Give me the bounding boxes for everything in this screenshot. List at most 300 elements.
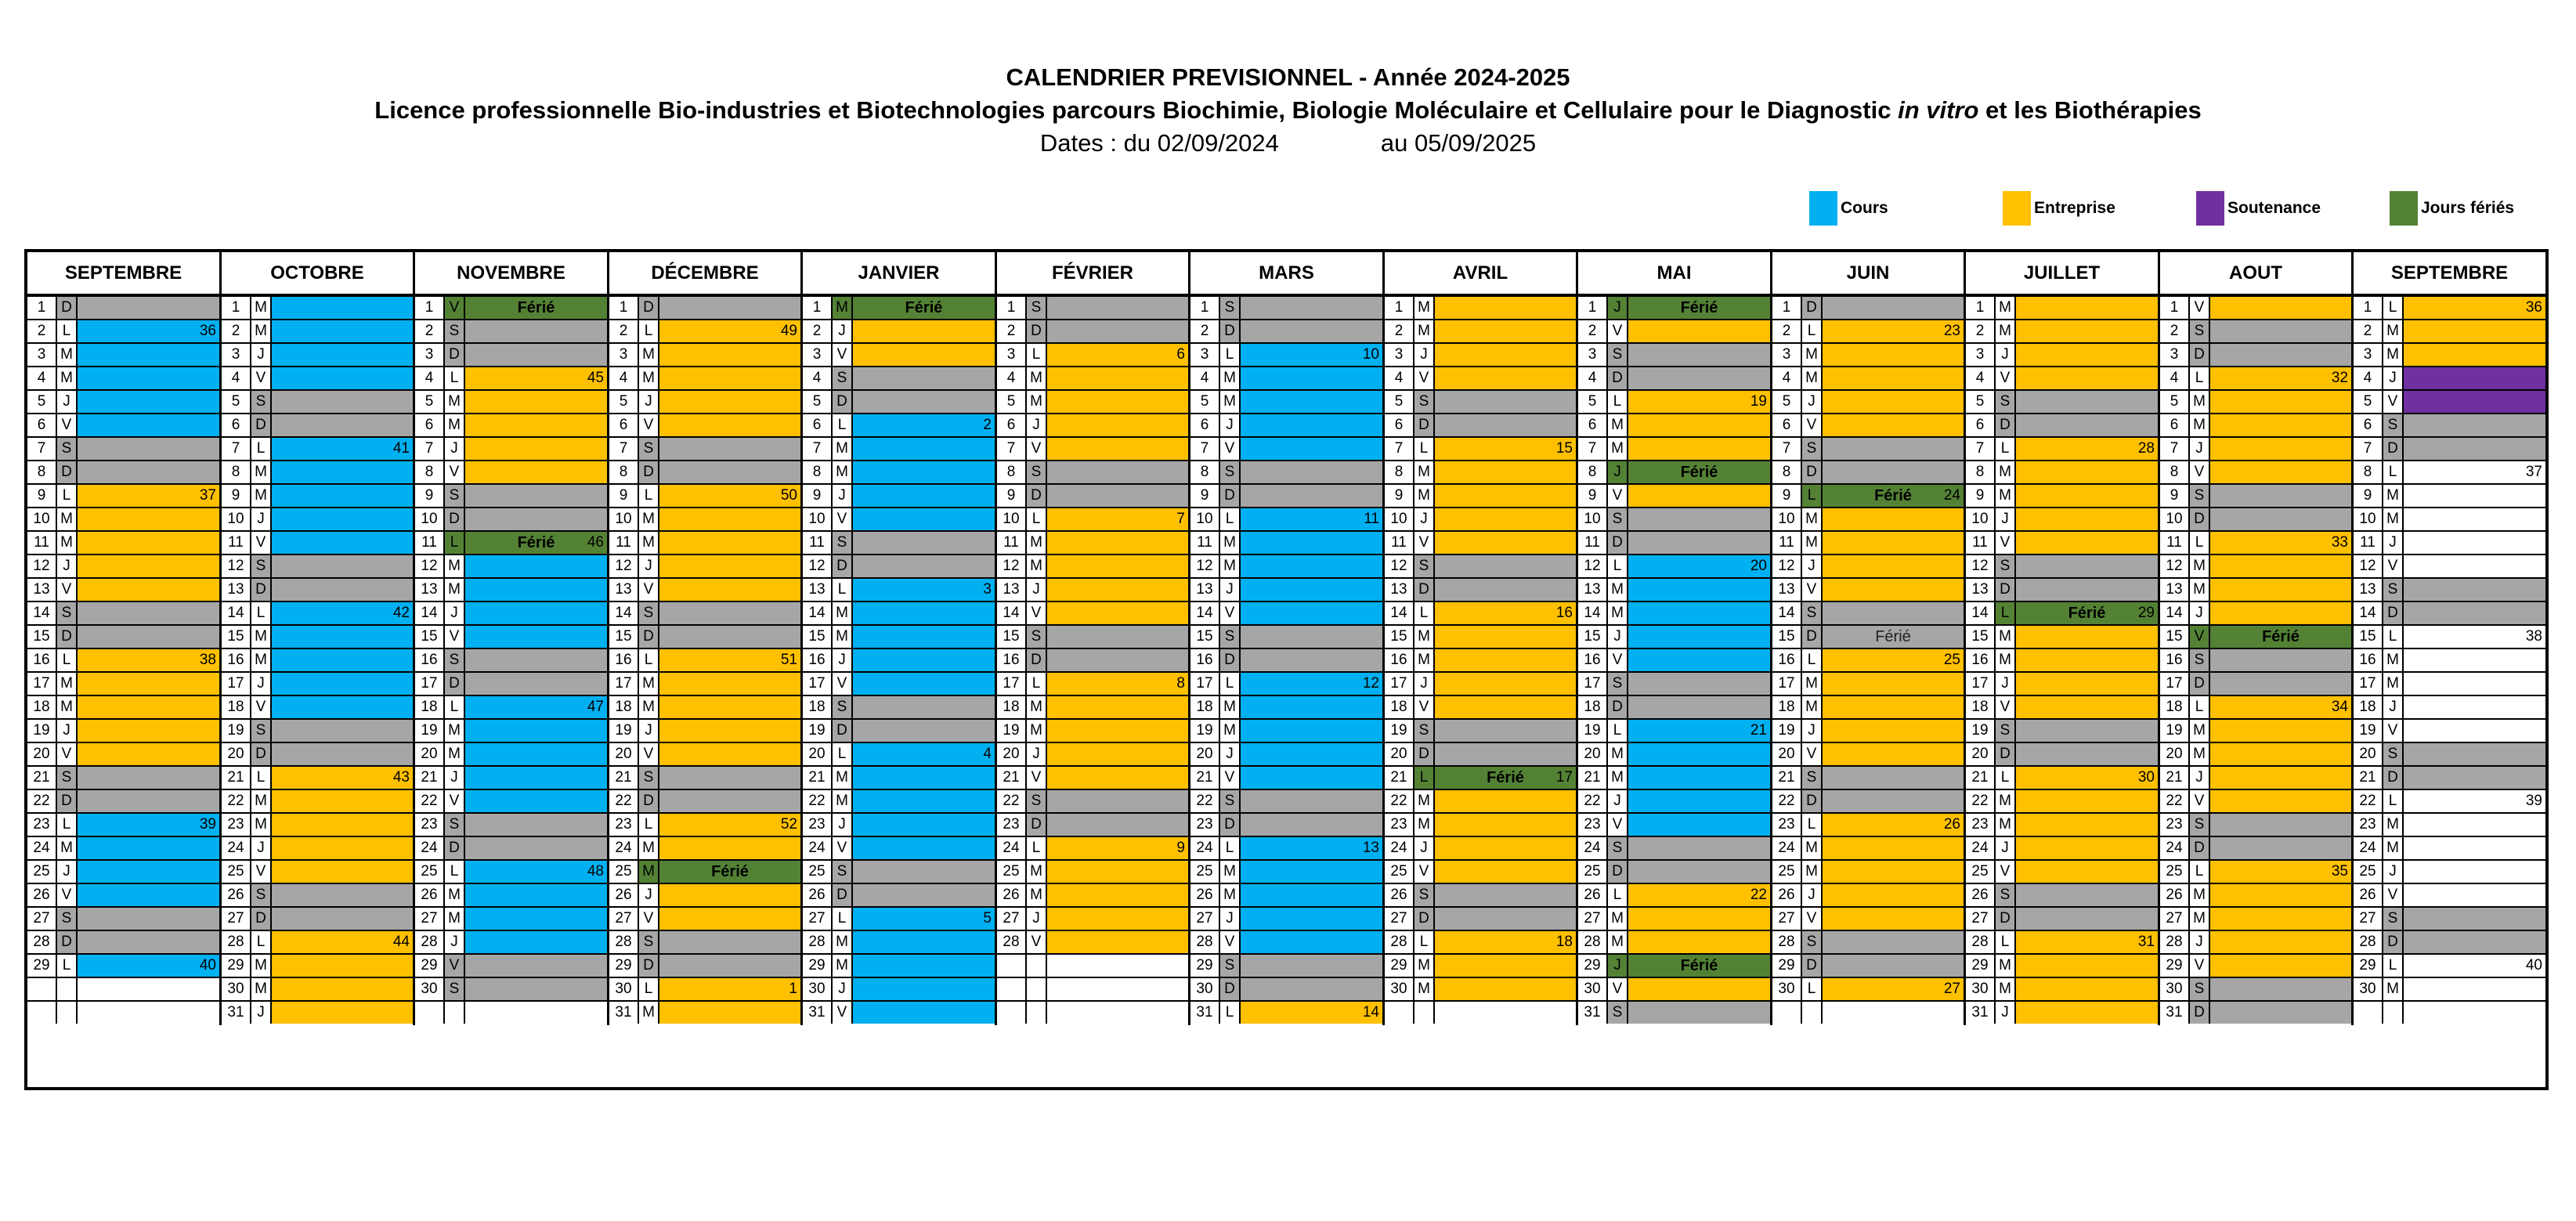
week-number: 15 xyxy=(1555,440,1573,457)
weekday-letter: M xyxy=(1608,438,1628,460)
day-status-bar xyxy=(853,626,995,648)
day-row xyxy=(1578,884,1770,908)
day-number: 5 xyxy=(2354,391,2383,413)
weekday-letter: M xyxy=(1608,767,1628,789)
day-number: 7 xyxy=(1190,438,1220,460)
day-status-bar xyxy=(1241,297,1382,319)
day-status-bar xyxy=(2016,673,2158,695)
day-number: 8 xyxy=(609,461,639,483)
day-status-bar xyxy=(2016,814,2158,836)
day-row xyxy=(1385,743,1576,767)
day-row xyxy=(1385,649,1576,673)
day-row xyxy=(1190,790,1382,814)
weekday-letter: S xyxy=(1608,344,1628,366)
day-number xyxy=(997,978,1027,1000)
weekday-letter: D xyxy=(1608,532,1628,554)
day-number xyxy=(1385,1002,1414,1024)
day-number: 10 xyxy=(1966,508,1996,530)
weekday-letter: M xyxy=(1414,626,1435,648)
weekday-letter: L xyxy=(1608,555,1628,577)
day-row xyxy=(1966,767,2158,790)
day-number: 29 xyxy=(803,955,833,977)
day-status-bar xyxy=(2210,837,2351,859)
month-header: DÉCEMBRE xyxy=(609,252,803,297)
day-number: 3 xyxy=(2354,344,2383,366)
weekday-letter: V xyxy=(833,837,853,859)
day-row xyxy=(1578,1002,1770,1025)
day-status-bar xyxy=(1435,955,1576,977)
day-status-bar xyxy=(1823,626,1964,648)
day-number: 29 xyxy=(1190,955,1220,977)
weekday-letter: M xyxy=(1414,320,1435,342)
day-status-bar xyxy=(465,814,607,836)
day-row xyxy=(415,673,607,696)
weekday-letter: L xyxy=(639,649,659,671)
day-status-bar xyxy=(1047,673,1188,695)
day-row xyxy=(997,555,1188,579)
weekday-letter: L xyxy=(2383,626,2404,648)
weekday-letter: M xyxy=(251,978,272,1000)
day-row xyxy=(222,367,413,391)
month-header: MAI xyxy=(1578,252,1772,297)
day-row xyxy=(2354,978,2545,1002)
day-status-bar xyxy=(2016,485,2158,507)
day-status-bar xyxy=(1823,414,1964,436)
week-number: 36 xyxy=(199,323,216,339)
week-number: 16 xyxy=(1555,605,1573,621)
day-row xyxy=(1578,602,1770,626)
day-row xyxy=(2354,884,2545,908)
day-row xyxy=(415,743,607,767)
weekday-letter: M xyxy=(57,837,78,859)
weekday-letter: J xyxy=(445,602,465,624)
day-status-bar xyxy=(272,485,413,507)
day-number: 20 xyxy=(1190,743,1220,765)
day-row xyxy=(803,297,995,320)
week-number: 4 xyxy=(983,746,992,762)
weekday-letter: S xyxy=(1414,720,1435,742)
day-number: 18 xyxy=(803,696,833,718)
day-row xyxy=(2160,861,2351,884)
day-row xyxy=(803,649,995,673)
day-number: 28 xyxy=(2354,931,2383,953)
weekday-letter: L xyxy=(1220,344,1241,366)
day-status-bar xyxy=(1823,438,1964,460)
day-number: 20 xyxy=(609,743,639,765)
day-status-bar xyxy=(78,743,219,765)
day-status-bar xyxy=(465,391,607,413)
day-number: 15 xyxy=(609,626,639,648)
weekday-letter: D xyxy=(445,673,465,695)
weekday-letter xyxy=(1414,1002,1435,1024)
weekday-letter: S xyxy=(1220,955,1241,977)
day-row xyxy=(415,649,607,673)
weekday-letter: M xyxy=(2190,720,2210,742)
month-header: OCTOBRE xyxy=(222,252,415,297)
day-number: 21 xyxy=(222,767,251,789)
day-number: 27 xyxy=(27,908,57,930)
day-number: 26 xyxy=(1772,884,1802,906)
day-row xyxy=(1385,555,1576,579)
day-number: 9 xyxy=(2160,485,2190,507)
month-column xyxy=(2354,252,2548,1087)
day-number: 3 xyxy=(609,344,639,366)
day-row xyxy=(1385,438,1576,461)
day-status-bar xyxy=(1047,696,1188,718)
weekday-letter: M xyxy=(57,696,78,718)
day-number: 14 xyxy=(1190,602,1220,624)
holiday-label: Férié xyxy=(2068,605,2106,622)
day-number: 20 xyxy=(27,743,57,765)
day-status-bar xyxy=(1823,790,1964,812)
day-row xyxy=(222,861,413,884)
weekday-letter: M xyxy=(251,297,272,319)
week-number: 48 xyxy=(587,863,604,880)
day-row xyxy=(2160,767,2351,790)
day-number: 19 xyxy=(2160,720,2190,742)
weekday-letter: V xyxy=(1414,861,1435,883)
weekday-letter: D xyxy=(1996,908,2016,930)
day-row xyxy=(2354,649,2545,673)
day-row xyxy=(997,931,1188,955)
weekday-letter: L xyxy=(833,414,853,436)
page-subtitle xyxy=(0,94,2576,127)
day-status-bar xyxy=(1241,555,1382,577)
weekday-letter: S xyxy=(57,908,78,930)
weekday-letter: J xyxy=(833,649,853,671)
day-status-bar xyxy=(2016,532,2158,554)
weekday-letter xyxy=(2383,1002,2404,1024)
day-row xyxy=(997,297,1188,320)
day-number: 5 xyxy=(997,391,1027,413)
day-status-bar xyxy=(853,1002,995,1024)
day-row xyxy=(1190,931,1382,955)
day-number: 3 xyxy=(997,344,1027,366)
weekday-letter: V xyxy=(1802,743,1823,765)
day-number: 12 xyxy=(1190,555,1220,577)
weekday-letter: V xyxy=(251,696,272,718)
day-row xyxy=(609,485,800,508)
day-number: 10 xyxy=(2354,508,2383,530)
day-row xyxy=(1385,814,1576,837)
weekday-letter: J xyxy=(833,814,853,836)
day-status-bar xyxy=(2016,1002,2158,1024)
day-status-bar xyxy=(853,438,995,460)
weekday-letter: V xyxy=(2383,720,2404,742)
day-number: 21 xyxy=(415,767,445,789)
weekday-letter: S xyxy=(639,438,659,460)
weekday-letter: M xyxy=(639,861,659,883)
day-status-bar xyxy=(465,414,607,436)
week-number: 12 xyxy=(1362,675,1379,692)
day-number: 1 xyxy=(1772,297,1802,319)
day-status-bar xyxy=(1435,649,1576,671)
legend-label: Entreprise xyxy=(2034,199,2115,217)
weekday-letter: V xyxy=(639,743,659,765)
weekday-letter: M xyxy=(251,626,272,648)
day-status-bar xyxy=(1241,1002,1382,1024)
day-status-bar xyxy=(78,532,219,554)
day-number: 9 xyxy=(997,485,1027,507)
day-row xyxy=(2354,438,2545,461)
weekday-letter: J xyxy=(1608,297,1628,319)
day-row xyxy=(609,344,800,367)
day-status-bar xyxy=(2210,438,2351,460)
day-number: 29 xyxy=(1772,955,1802,977)
day-status-bar xyxy=(465,837,607,859)
day-row xyxy=(415,814,607,837)
weekday-letter: J xyxy=(2190,767,2210,789)
day-status-bar xyxy=(1628,579,1770,601)
day-row xyxy=(1190,861,1382,884)
day-number: 7 xyxy=(2354,438,2383,460)
day-status-bar xyxy=(1047,790,1188,812)
day-status-bar xyxy=(1435,861,1576,883)
weekday-letter xyxy=(445,1002,465,1024)
day-status-bar xyxy=(1047,414,1188,436)
day-number: 7 xyxy=(27,438,57,460)
day-status-bar xyxy=(2016,391,2158,413)
day-number: 23 xyxy=(2160,814,2190,836)
day-number: 13 xyxy=(27,579,57,601)
day-status-bar xyxy=(1823,532,1964,554)
day-status-bar xyxy=(1241,978,1382,1000)
weekday-letter: M xyxy=(1027,696,1047,718)
day-status-bar xyxy=(1628,555,1770,577)
day-number: 27 xyxy=(415,908,445,930)
day-row xyxy=(1772,790,1964,814)
weekday-letter: M xyxy=(1414,649,1435,671)
day-number: 10 xyxy=(1385,508,1414,530)
weekday-letter: M xyxy=(445,579,465,601)
day-number: 5 xyxy=(1190,391,1220,413)
day-status-bar xyxy=(2404,931,2545,953)
day-number: 2 xyxy=(1772,320,1802,342)
day-number: 22 xyxy=(609,790,639,812)
weekday-letter: S xyxy=(57,767,78,789)
month-days xyxy=(1190,297,1385,1025)
day-number: 25 xyxy=(997,861,1027,883)
day-row xyxy=(2160,485,2351,508)
day-row xyxy=(222,602,413,626)
holiday-label: Férié xyxy=(2262,628,2300,645)
day-number: 13 xyxy=(2354,579,2383,601)
day-row xyxy=(2354,720,2545,743)
day-row xyxy=(2354,955,2545,978)
day-number: 11 xyxy=(1772,532,1802,554)
weekday-letter: D xyxy=(1027,485,1047,507)
day-status-bar xyxy=(2404,978,2545,1000)
week-number: 5 xyxy=(983,910,992,927)
weekday-letter: S xyxy=(833,696,853,718)
day-number: 28 xyxy=(997,931,1027,953)
weekday-letter: J xyxy=(1802,884,1823,906)
day-status-bar xyxy=(1241,391,1382,413)
day-number: 13 xyxy=(997,579,1027,601)
day-number: 11 xyxy=(2354,532,2383,554)
day-status-bar xyxy=(2016,790,2158,812)
day-number: 13 xyxy=(1385,579,1414,601)
day-status-bar xyxy=(272,1002,413,1024)
day-status-bar xyxy=(1047,297,1188,319)
day-status-bar xyxy=(1628,837,1770,859)
weekday-letter: S xyxy=(251,720,272,742)
day-row xyxy=(2160,908,2351,931)
day-status-bar xyxy=(1823,320,1964,342)
day-number: 16 xyxy=(27,649,57,671)
day-status-bar xyxy=(2016,602,2158,624)
weekday-letter: L xyxy=(1802,485,1823,507)
day-row xyxy=(1385,414,1576,438)
weekday-letter: D xyxy=(57,626,78,648)
weekday-letter: D xyxy=(1220,320,1241,342)
weekday-letter: M xyxy=(445,743,465,765)
day-status-bar xyxy=(272,344,413,366)
weekday-letter: L xyxy=(251,767,272,789)
day-number: 17 xyxy=(803,673,833,695)
day-number: 16 xyxy=(803,649,833,671)
week-number: 34 xyxy=(2331,699,2348,715)
day-status-bar xyxy=(2210,696,2351,718)
day-number: 18 xyxy=(1385,696,1414,718)
day-status-bar xyxy=(1047,767,1188,789)
day-status-bar xyxy=(78,391,219,413)
day-row xyxy=(997,861,1188,884)
day-row xyxy=(222,720,413,743)
day-row xyxy=(1578,391,1770,414)
weekday-letter: J xyxy=(1608,955,1628,977)
day-status-bar xyxy=(1435,767,1576,789)
day-row xyxy=(803,508,995,532)
day-status-bar xyxy=(659,649,800,671)
day-status-bar xyxy=(78,884,219,906)
day-number: 2 xyxy=(2354,320,2383,342)
day-row xyxy=(27,790,219,814)
week-number: 38 xyxy=(2525,628,2542,645)
day-row xyxy=(609,367,800,391)
day-row xyxy=(27,814,219,837)
day-row xyxy=(1966,485,2158,508)
weekday-letter: M xyxy=(833,438,853,460)
week-number: 43 xyxy=(392,769,410,786)
day-row xyxy=(222,673,413,696)
month-column xyxy=(997,252,1190,1087)
day-row xyxy=(1190,978,1382,1002)
day-number: 10 xyxy=(609,508,639,530)
weekday-letter: V xyxy=(1027,931,1047,953)
day-status-bar xyxy=(659,1002,800,1024)
month-days xyxy=(1578,297,1772,1025)
day-row xyxy=(1966,720,2158,743)
day-status-bar xyxy=(1823,978,1964,1000)
day-number: 17 xyxy=(1190,673,1220,695)
week-number: 37 xyxy=(199,487,216,504)
weekday-letter: M xyxy=(639,696,659,718)
subtitle-part-1: Licence professionnelle Bio-industries et Biotechnologies parcours Biochimie, Biologie Moléculaire et Cellulaire pour le Diagnostic xyxy=(374,96,1899,124)
day-status-bar xyxy=(1241,367,1382,389)
day-number: 11 xyxy=(27,532,57,554)
weekday-letter: S xyxy=(1027,790,1047,812)
day-status-bar xyxy=(1435,884,1576,906)
day-status-bar xyxy=(853,861,995,883)
day-row xyxy=(609,814,800,837)
day-row xyxy=(1385,532,1576,555)
day-row xyxy=(2160,720,2351,743)
day-row xyxy=(803,579,995,602)
day-number: 9 xyxy=(222,485,251,507)
day-row xyxy=(1190,626,1382,649)
weekday-letter: M xyxy=(251,485,272,507)
weekday-letter: M xyxy=(1414,485,1435,507)
day-number: 18 xyxy=(1578,696,1608,718)
day-status-bar xyxy=(78,438,219,460)
day-row xyxy=(1578,814,1770,837)
day-status-bar xyxy=(465,673,607,695)
weekday-letter: V xyxy=(833,508,853,530)
day-status-bar xyxy=(853,837,995,859)
day-status-bar xyxy=(465,720,607,742)
day-status-bar xyxy=(1823,908,1964,930)
weekday-letter: V xyxy=(639,579,659,601)
weekday-letter: V xyxy=(1608,649,1628,671)
weekday-letter: V xyxy=(1027,438,1047,460)
day-status-bar xyxy=(1241,884,1382,906)
day-number: 3 xyxy=(1190,344,1220,366)
day-number: 27 xyxy=(609,908,639,930)
day-row xyxy=(1385,1002,1576,1025)
day-status-bar xyxy=(1241,508,1382,530)
day-number: 3 xyxy=(415,344,445,366)
day-number: 26 xyxy=(415,884,445,906)
day-status-bar xyxy=(2210,602,2351,624)
day-number: 13 xyxy=(1966,579,1996,601)
day-number: 25 xyxy=(2354,861,2383,883)
day-status-bar xyxy=(1047,861,1188,883)
day-number: 27 xyxy=(803,908,833,930)
weekday-letter: S xyxy=(639,767,659,789)
day-status-bar xyxy=(1628,790,1770,812)
day-status-bar xyxy=(1628,367,1770,389)
day-row xyxy=(415,837,607,861)
day-row xyxy=(1385,602,1576,626)
day-number: 7 xyxy=(1772,438,1802,460)
day-row xyxy=(1190,814,1382,837)
day-number: 13 xyxy=(803,579,833,601)
day-number: 14 xyxy=(1772,602,1802,624)
day-number: 26 xyxy=(27,884,57,906)
day-row xyxy=(1966,438,2158,461)
weekday-letter: M xyxy=(833,767,853,789)
weekday-letter: L xyxy=(1996,931,2016,953)
day-row xyxy=(1385,861,1576,884)
day-status-bar xyxy=(1823,673,1964,695)
day-row xyxy=(2354,461,2545,485)
day-row xyxy=(222,391,413,414)
day-status-bar xyxy=(659,626,800,648)
day-number: 15 xyxy=(2160,626,2190,648)
weekday-letter: D xyxy=(1414,743,1435,765)
day-status-bar xyxy=(1241,626,1382,648)
weekday-letter: V xyxy=(1220,438,1241,460)
day-number: 19 xyxy=(27,720,57,742)
day-number: 4 xyxy=(1385,367,1414,389)
day-status-bar xyxy=(853,931,995,953)
day-number: 4 xyxy=(1578,367,1608,389)
month-header: AVRIL xyxy=(1385,252,1578,297)
day-status-bar xyxy=(1823,931,1964,953)
day-row xyxy=(997,626,1188,649)
legend-label: Jours fériés xyxy=(2421,199,2515,217)
